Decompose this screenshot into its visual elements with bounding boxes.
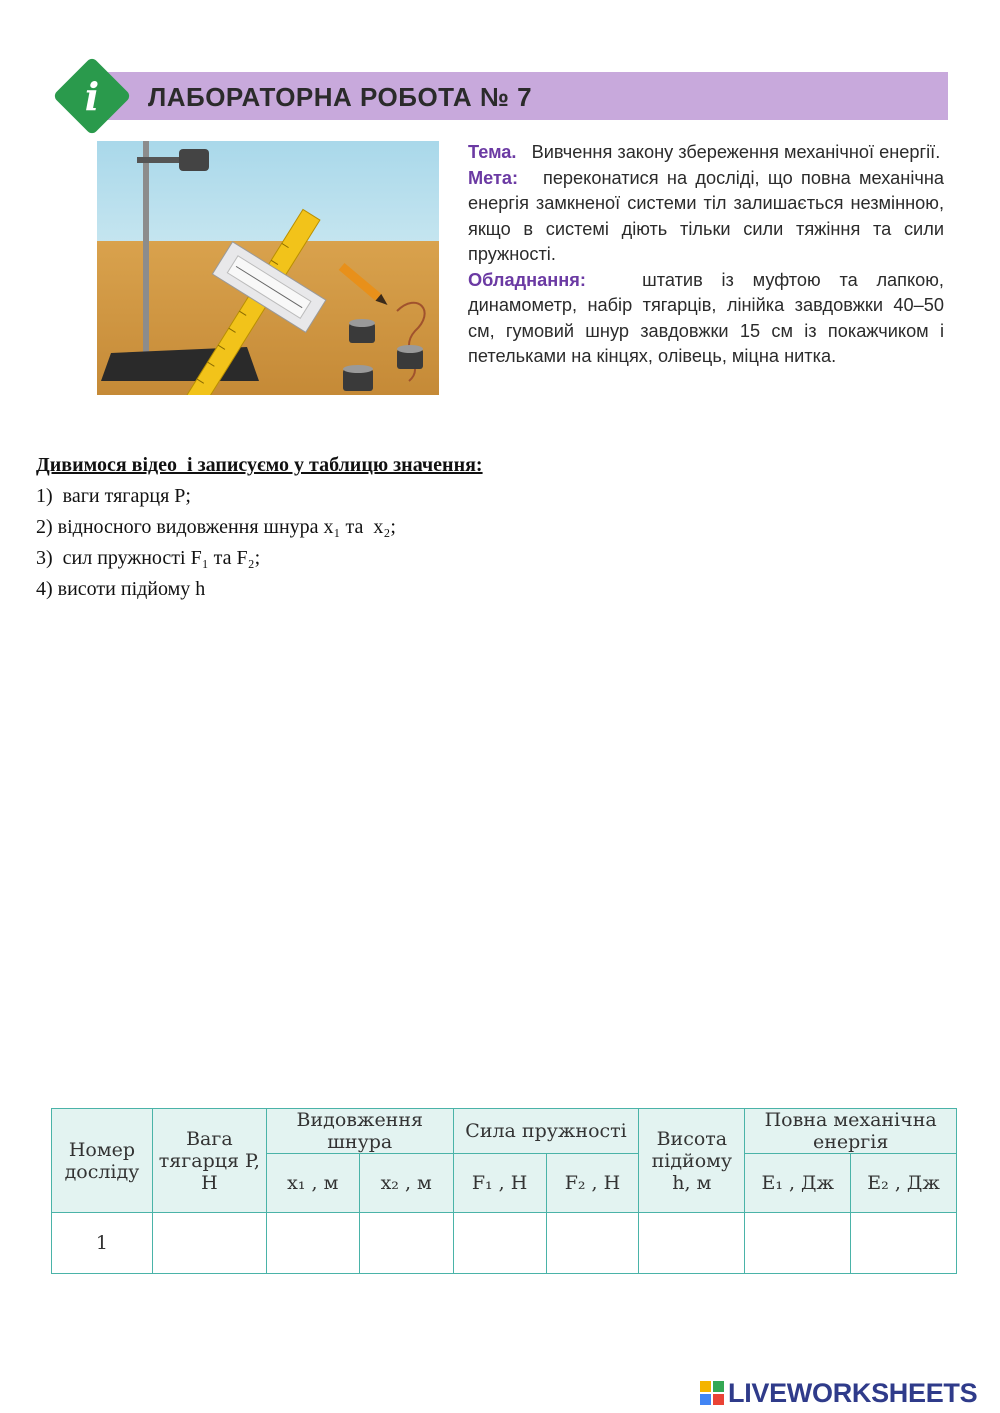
stand-rod	[143, 141, 149, 356]
header-weight: Вага тягарця P, Н	[152, 1109, 266, 1213]
topic-text: Вивчення закону збереження механічної енергії.	[531, 142, 941, 162]
results-table	[51, 1108, 957, 1274]
task-item: 3) сил пружності F₁ та F₂;	[36, 547, 261, 569]
liveworksheets-logo-icon	[700, 1381, 724, 1405]
footer-brand: LIVEWORKSHEETS	[728, 1377, 978, 1408]
equipment-paragraph	[468, 268, 944, 370]
header-number: Номер досліду	[52, 1109, 153, 1213]
lab-description	[468, 140, 944, 370]
goal-paragraph	[468, 166, 944, 268]
footer-logo	[700, 1378, 977, 1408]
cell-f1[interactable]	[453, 1213, 546, 1274]
cell-weight[interactable]	[152, 1213, 266, 1274]
header-height: Висота підйому h, м	[639, 1109, 745, 1213]
header-energy: Повна механічна енергія	[745, 1109, 957, 1154]
cell-e2[interactable]	[851, 1213, 957, 1274]
topic-label: Тема.	[468, 142, 517, 162]
topic-paragraph	[468, 140, 944, 166]
task-item: 4) висоти підйому h	[36, 578, 206, 600]
equipment-photo	[97, 141, 439, 395]
page-title: ЛАБОРАТОРНА РОБОТА № 7	[148, 82, 533, 112]
subheader-e2: E₂ , Дж	[851, 1154, 957, 1213]
cell-x1[interactable]	[266, 1213, 359, 1274]
table-row	[52, 1213, 957, 1274]
task-item: 1) ваги тягарця P;	[36, 485, 191, 507]
cell-e1[interactable]	[745, 1213, 851, 1274]
goal-label: Мета:	[468, 167, 519, 188]
cell-f2[interactable]	[546, 1213, 639, 1274]
subheader-e1: E₁ , Дж	[745, 1154, 851, 1213]
cell-height[interactable]	[639, 1213, 745, 1274]
cell-x2[interactable]	[359, 1213, 453, 1274]
task-heading: Дивимося відео і записуємо у таблицю значення:	[36, 454, 483, 476]
equipment-text: штатив із муфтою та лапкою, динамометр, набір тягарців, лінійка завдовжки 40–50 см, гумовий шнур завдовжки 15 см із покажчиком і петельками на кінцях, олівець, міцна нитка.	[468, 269, 944, 366]
subheader-f2: F₂ , Н	[546, 1154, 639, 1213]
subheader-f1: F₁ , Н	[453, 1154, 546, 1213]
cell-number: 1	[52, 1213, 153, 1274]
info-icon: i	[84, 73, 100, 119]
header-force: Сила пружності	[453, 1109, 639, 1154]
task-item: 2) відносного видовження шнура x₁ та x₂;	[36, 516, 396, 538]
subheader-x2: x₂ , м	[359, 1154, 453, 1213]
header-elongation: Видовження шнура	[266, 1109, 453, 1154]
subheader-x1: x₁ , м	[266, 1154, 359, 1213]
goal-text: переконатися на досліді, що повна механічна енергія замкненої системи тіл залишається незмінною, якщо в системі діють тільки сили тяжіння та сили пружності.	[468, 167, 944, 264]
equipment-label: Обладнання:	[468, 269, 586, 290]
task-list	[36, 450, 483, 605]
